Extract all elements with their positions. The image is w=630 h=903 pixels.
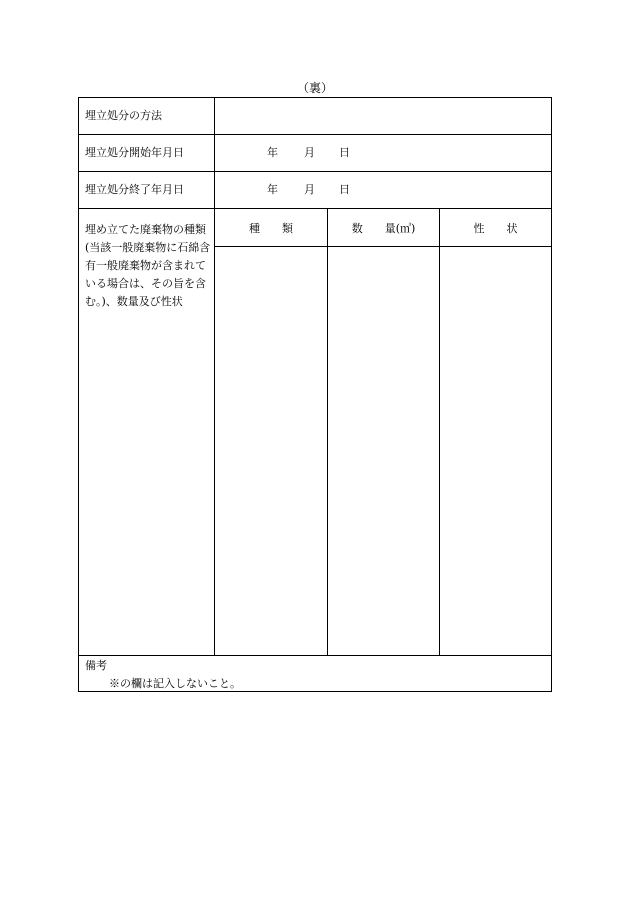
row-divider [79,655,551,656]
type-entry-cell[interactable] [215,247,327,655]
end-date-label: 埋立処分終了年月日 [85,183,184,196]
page-title: （裏） [296,81,333,95]
column-header-quantity: 数 量(㎥) [351,222,416,235]
end-month-label: 月 [304,183,315,196]
start-year-label: 年 [267,146,278,159]
column-header-type: 種 類 [249,222,293,235]
row-divider [79,208,551,209]
remarks-label: 備考 [85,659,107,672]
end-day-label: 日 [339,183,350,196]
waste-description-label: 埋め立てた廃棄物の種類(当該一般廃棄物に石綿含有一般廃棄物が含まれている場合は、その旨を含む。)、数量及び性状 [85,223,211,308]
quantity-entry-cell[interactable] [328,247,439,655]
row-divider [79,171,551,172]
method-field[interactable] [219,108,544,124]
start-day-label: 日 [339,146,350,159]
start-date-label: 埋立処分開始年月日 [85,146,184,159]
disposal-form-table [78,97,552,692]
end-year-label: 年 [267,183,278,196]
column-header-properties: 性 状 [473,222,518,235]
properties-entry-cell[interactable] [440,247,551,655]
start-month-label: 月 [304,146,315,159]
row-divider [79,134,551,135]
remarks-note: ※の欄は記入しないこと。 [109,677,241,690]
method-label: 埋立処分の方法 [85,109,162,122]
